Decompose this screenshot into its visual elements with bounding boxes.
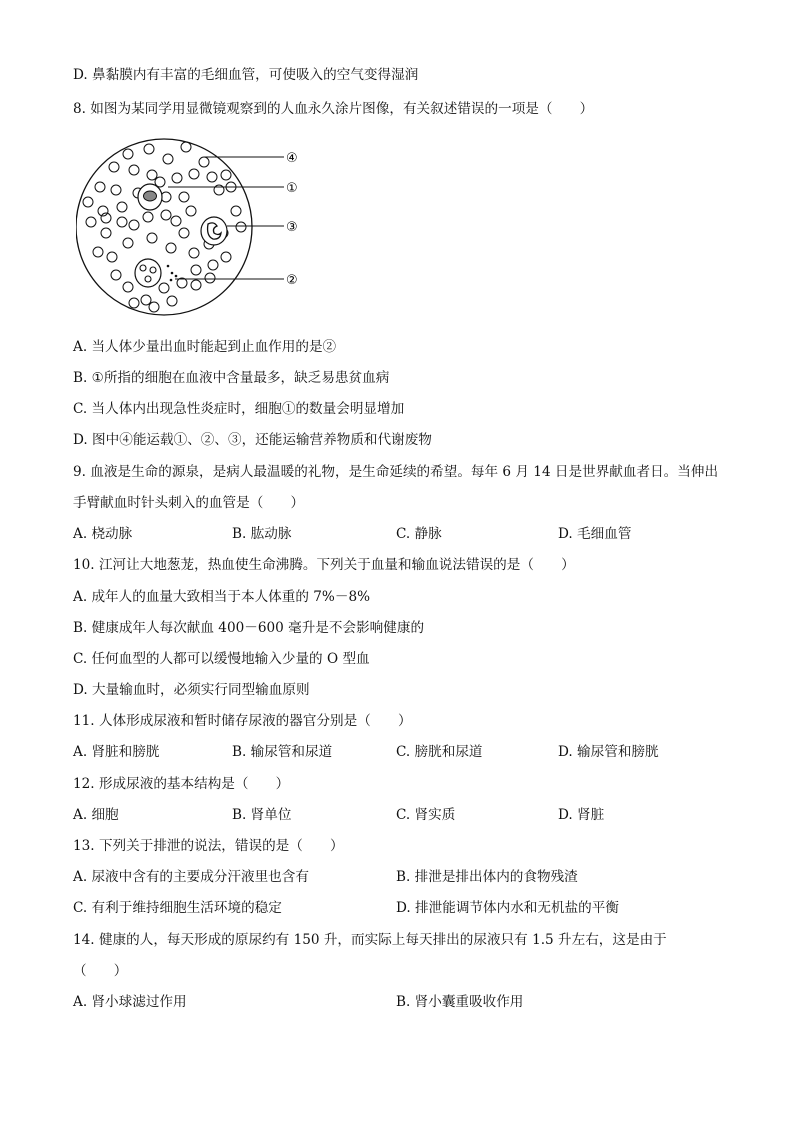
q9-stem-line1: 9. 血液是生命的源泉，是病人最温暖的礼物，是生命延续的希望。每年 6 月 14 日是世界献血者日。当伸出: [73, 464, 719, 480]
q13-option-d: D. 排泄能调节体内水和无机盐的平衡: [396, 900, 619, 916]
q12-stem: 12. 形成尿液的基本结构是（ ）: [73, 776, 290, 792]
label-3: ③: [286, 220, 298, 235]
q8-option-d: D. 图中④能运载①、②、③，还能运输营养物质和代谢废物: [73, 432, 432, 448]
q12-option-d: D. 肾脏: [558, 807, 605, 823]
label-2: ②: [286, 273, 298, 288]
q10-option-a: A. 成年人的血量大致相当于本人体重的 7%－8%: [73, 589, 371, 605]
q14-stem-line1: 14. 健康的人，每天形成的原尿约有 150 升，而实际上每天排出的尿液只有 1.5 升左右，这是由于: [73, 932, 667, 948]
q14-option-b: B. 肾小囊重吸收作用: [396, 994, 524, 1010]
q9-option-c: C. 静脉: [396, 526, 442, 542]
q14-option-a: A. 肾小球滤过作用: [73, 994, 187, 1010]
q11-option-a: A. 肾脏和膀胱: [73, 744, 160, 760]
q13-option-b: B. 排泄是排出体内的食物残渣: [396, 869, 578, 885]
q13-option-c: C. 有利于维持细胞生活环境的稳定: [73, 900, 282, 916]
q11-option-b: B. 输尿管和尿道: [232, 744, 333, 760]
q12-option-a: A. 细胞: [73, 807, 119, 823]
q10-option-d: D. 大量输血时，必须实行同型输血原则: [73, 682, 310, 698]
q12-option-b: B. 肾单位: [232, 807, 292, 823]
prev-option-d: D. 鼻黏膜内有丰富的毛细血管，可使吸入的空气变得湿润: [73, 67, 419, 83]
q13-option-a: A. 尿液中含有的主要成分汗液里也含有: [73, 869, 309, 885]
q9-option-b: B. 肱动脉: [232, 526, 292, 542]
white-blood-cell-lower: [135, 259, 161, 287]
q10-option-b: B. 健康成年人每次献血 400－600 毫升是不会影响健康的: [73, 620, 425, 636]
microscope-field: [76, 139, 298, 315]
q11-option-d: D. 输尿管和膀胱: [558, 744, 659, 760]
q9-option-a: A. 桡动脉: [73, 526, 133, 542]
q10-stem: 10. 江河让大地葱茏，热血使生命沸腾。下列关于血量和输血说法错误的是（ ）: [73, 557, 575, 573]
q14-stem-line2: （ ）: [73, 963, 128, 979]
q8-option-c: C. 当人体内出现急性炎症时，细胞①的数量会明显增加: [73, 401, 405, 417]
q9-stem-line2: 手臂献血时针头刺入的血管是（ ）: [73, 495, 305, 511]
q13-stem: 13. 下列关于排泄的说法，错误的是（ ）: [73, 838, 344, 854]
q8-option-b: B. ①所指的细胞在血液中含量最多，缺乏易患贫血病: [73, 370, 390, 386]
q10-option-c: C. 任何血型的人都可以缓慢地输入少量的 O 型血: [73, 651, 370, 667]
q8-stem: 8. 如图为某同学用显微镜观察到的人血永久涂片图像，有关叙述错误的一项是（ ）: [73, 101, 594, 117]
q12-option-c: C. 肾实质: [396, 807, 456, 823]
label-1: ①: [286, 181, 298, 196]
white-blood-cell-upper: [138, 184, 162, 210]
q11-stem: 11. 人体形成尿液和暂时储存尿液的器官分别是（ ）: [73, 713, 412, 729]
white-blood-cell-right: [201, 217, 227, 245]
q9-option-d: D. 毛细血管: [558, 526, 632, 542]
blood-smear-figure: [76, 135, 316, 320]
q11-option-c: C. 膀胱和尿道: [396, 744, 483, 760]
q8-option-a: A. 当人体少量出血时能起到止血作用的是②: [73, 339, 337, 355]
label-4: ④: [286, 151, 298, 166]
